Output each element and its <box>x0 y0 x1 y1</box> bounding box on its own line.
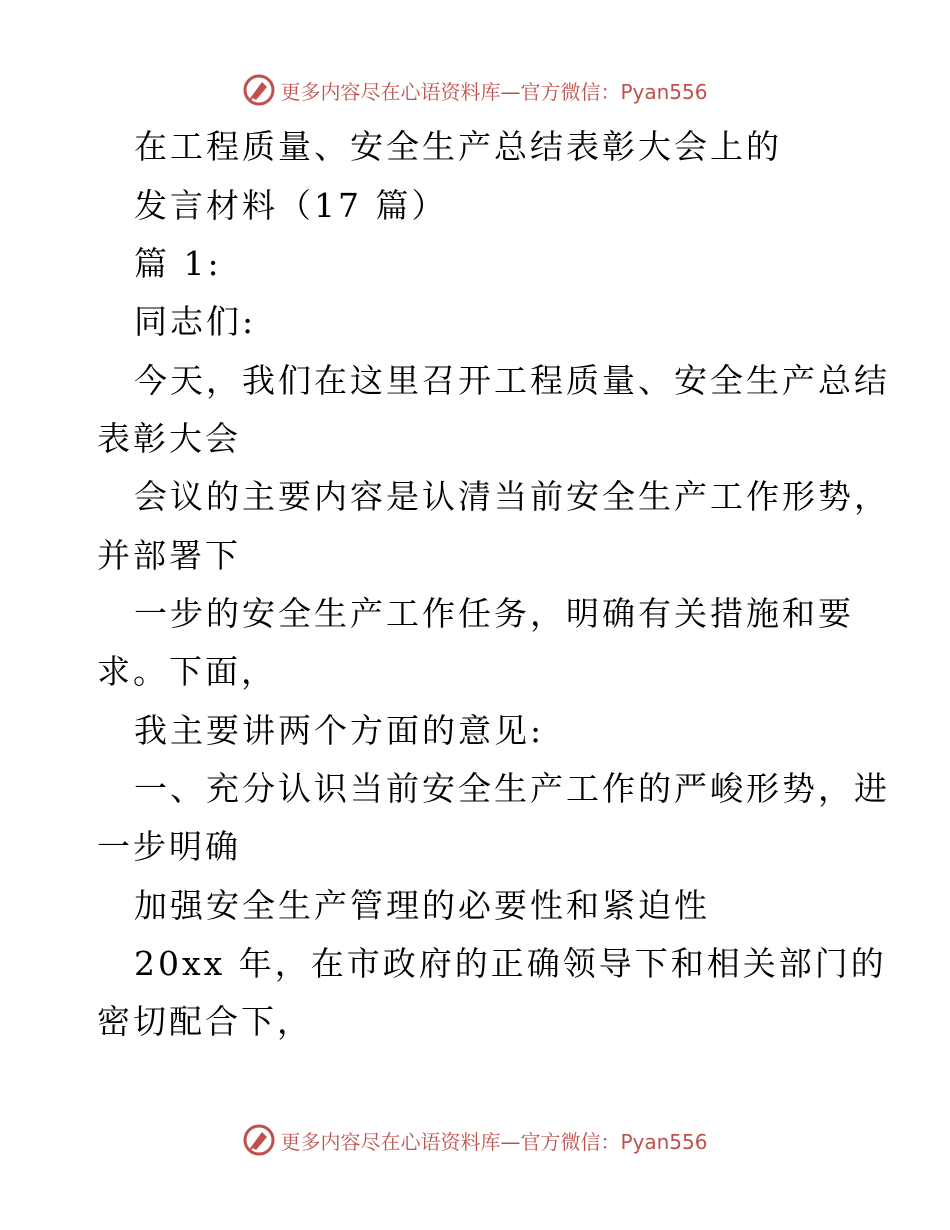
document-title-line-1: 在工程质量、安全生产总结表彰大会上的 <box>134 127 782 166</box>
paragraph-line: 表彰大会 <box>97 419 241 458</box>
paragraph-line: 密切配合下， <box>97 1002 313 1041</box>
paragraph-line: 一步的安全生产工作任务，明确有关措施和要 <box>134 594 854 633</box>
document-title-line-2: 发言材料（17 篇） <box>134 186 448 225</box>
paragraph-line: 会议的主要内容是认清当前安全生产工作形势， <box>134 477 890 516</box>
header-watermark-banner <box>0 70 950 110</box>
header-watermark-text: 更多内容尽在心语资料库—官方微信：Pyan556 <box>280 79 708 104</box>
section-heading: 篇 1: <box>134 244 222 283</box>
subheading-line: 加强安全生产管理的必要性和紧迫性 <box>134 886 710 925</box>
paragraph-line: 今天，我们在这里召开工程质量、安全生产总结 <box>134 361 890 400</box>
subheading-line: 一、充分认识当前安全生产工作的严峻形势，进 <box>134 769 890 808</box>
paragraph-line: 我主要讲两个方面的意见: <box>134 711 545 750</box>
subheading-line: 一步明确 <box>97 827 241 866</box>
pen-nib-circle-icon <box>242 73 276 107</box>
pen-nib-circle-icon <box>242 1123 276 1157</box>
salutation: 同志们: <box>134 302 257 341</box>
footer-watermark-banner <box>0 1120 950 1160</box>
footer-watermark-text: 更多内容尽在心语资料库—官方微信：Pyan556 <box>280 1129 708 1154</box>
paragraph-line: 并部署下 <box>97 536 241 575</box>
paragraph-line: 20xx 年，在市政府的正确领导下和相关部门的 <box>134 944 887 983</box>
paragraph-line: 求。下面， <box>97 652 277 691</box>
